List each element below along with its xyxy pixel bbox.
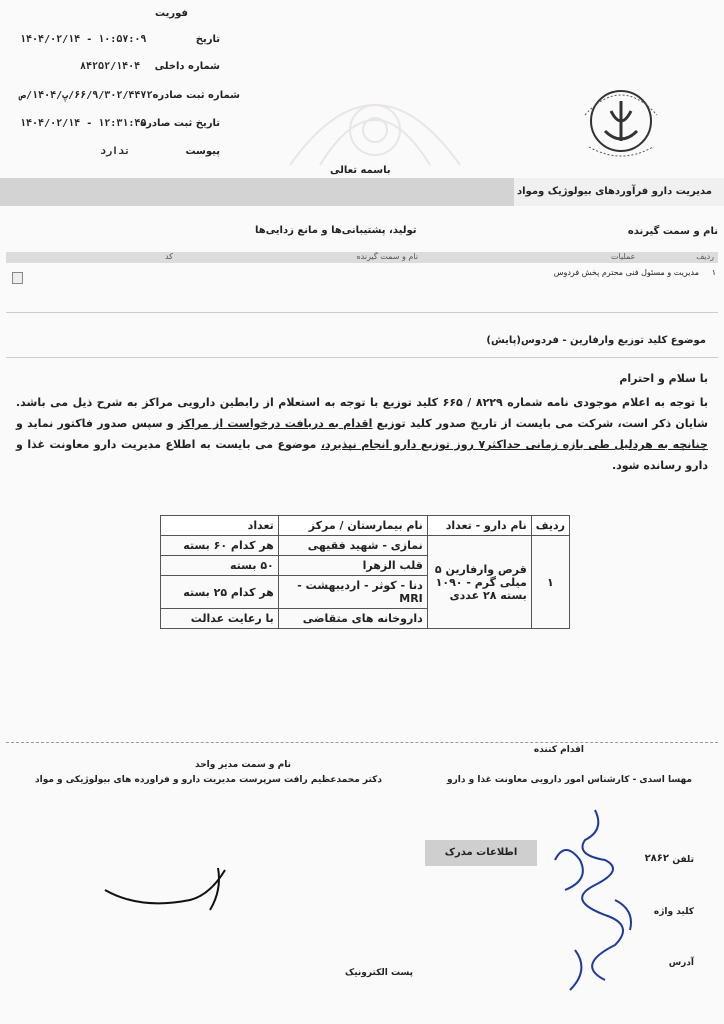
phone-value: ۲۸۶۲	[644, 853, 669, 864]
col-row: ردیف	[696, 252, 714, 261]
subject: موضوع کلید توزیع وارفارین - فردوس(پایش)	[486, 335, 706, 346]
reg-date-value: ۱۴۰۴/۰۲/۱۴ - ۱۲:۳۱:۴۵	[20, 118, 147, 129]
email-label: پست الکترونیک	[345, 968, 414, 978]
body-text-1: با توجه به اعلام موجودی نامه شماره ۸۲۲۹ / ۶۶۵ کلید توزیع با توجه به استعلام از رابطین دارویی مراکز به شرح ذیل می باشد. شایان ذکر است، شرکت می بایست از تاریخ صدور کلید توزیع	[16, 396, 708, 430]
keyword-label: کلید واژه	[653, 907, 694, 917]
cell-drug: قرص وارفارین ۵ میلی گرم - ۱۰۹۰ بسته ۲۸ عددی	[427, 536, 531, 629]
date-row	[20, 34, 220, 48]
reg-date-row	[20, 118, 220, 132]
internal-no-label: شماره داخلی	[154, 61, 220, 72]
unit-head-value: دکتر محمدعظیم رافت سرپرست مدیریت دارو و فراورده های بیولوژیکی و مواد	[35, 775, 383, 785]
th-drug: نام دارو - تعداد	[427, 516, 531, 536]
phone-label: تلفن	[672, 855, 694, 865]
cell-qty: هر کدام ۶۰ بسته	[161, 536, 279, 556]
th-row: ردیف	[531, 516, 569, 536]
university-logo-icon	[575, 75, 667, 167]
body-underline-2: چنانچه به هردلیل طی بازه زمانی حداکثر۷ روز توزیع دارو انجام نپذیرد،	[320, 438, 708, 451]
actor-value: مهسا اسدی - کارشناس امور دارویی معاونت غذا و دارو	[447, 775, 692, 785]
greeting: با سلام و احترام	[619, 372, 708, 385]
cell-center: قلب الزهرا	[278, 556, 427, 576]
reg-no-label: شماره ثبت صادره	[152, 90, 240, 101]
divider	[6, 357, 718, 358]
internal-no-row	[20, 61, 220, 75]
body-text-2: و سپس صدور فاکتور نماید و	[16, 417, 174, 430]
cell-center: داروخانه های متقاضی	[278, 609, 427, 629]
recipient-label: نام و سمت گیرنده	[627, 226, 718, 237]
cell-qty: ۵۰ بسته	[161, 556, 279, 576]
unit-head-label: نام و سمت مدیر واحد	[195, 760, 292, 770]
cell-center: نمازی - شهید فقیهی	[278, 536, 427, 556]
cell-qty: هر کدام ۲۵ بسته	[161, 576, 279, 609]
attachment-row	[20, 146, 220, 160]
doc-info-box[interactable]	[425, 840, 537, 866]
attachment-label: پیوست	[185, 146, 220, 157]
cell-qty: با رعایت عدالت	[161, 609, 279, 629]
th-qty: تعداد	[161, 516, 279, 536]
table-row	[161, 536, 570, 556]
address-label: آدرس	[668, 958, 694, 968]
banner-bar	[0, 178, 514, 206]
reg-no-row	[20, 90, 240, 104]
date-value: ۱۴۰۴/۰۲/۱۴ - ۱۰:۵۷:۰۹	[20, 34, 147, 45]
recipient-table-header	[6, 252, 718, 263]
signature-icon	[100, 860, 240, 920]
th-center: نام بیمارستان / مرکز	[278, 516, 427, 536]
cell-center: دنا - کوثر - اردیبهشت - MRI	[278, 576, 427, 609]
divider	[6, 742, 718, 743]
recipient-unit: تولید، پشتیبانی‌ها و مانع زدایی‌ها	[255, 225, 417, 236]
recipient-row-num: ۱	[711, 268, 716, 277]
doc-info-label: اطلاعات مدرک	[444, 847, 518, 858]
internal-no-value: ۸۴۲۵۲/۱۴۰۴	[80, 61, 141, 72]
body-text-3: موضوع می بایست به اطلاع مدیریت دارو معاونت غذا و دارو رسانده شود.	[16, 438, 708, 472]
col-actions: عملیات	[611, 252, 636, 261]
handwritten-note-icon	[535, 800, 655, 1000]
date-label: تاریخ	[195, 34, 220, 45]
distribution-table	[160, 515, 570, 629]
ornament-watermark	[280, 55, 470, 175]
cell-row-num: ۱	[531, 536, 569, 629]
body-paragraph	[16, 392, 708, 476]
divider	[6, 312, 718, 313]
actor-label: اقدام کننده	[533, 745, 584, 755]
reg-date-label: تاریخ ثبت صادره	[140, 118, 220, 129]
department-title: مدیریت دارو فرآوردهای بیولوژیک ومواد	[516, 186, 712, 197]
reg-no-value: ۶۶/۹/۳۰۲/۴۴۷۲/پ/۱۴۰۴/ص	[20, 90, 153, 101]
bismillah: باسمه تعالی	[330, 165, 391, 176]
col-code: کد	[164, 252, 173, 261]
col-name: نام و سمت گیرنده	[356, 252, 418, 261]
banner-department-box	[514, 178, 724, 206]
recipient-row-name: مدیریت و مسئول فنی محترم پخش فردوس	[553, 268, 699, 277]
attachment-value: ندارد	[100, 146, 131, 157]
body-underline-1: اقدام به دریافت درخواست از مراکز	[178, 417, 373, 430]
table-header-row	[161, 516, 570, 536]
urgency-label: فوریت	[155, 8, 188, 19]
document-icon[interactable]	[12, 272, 23, 284]
